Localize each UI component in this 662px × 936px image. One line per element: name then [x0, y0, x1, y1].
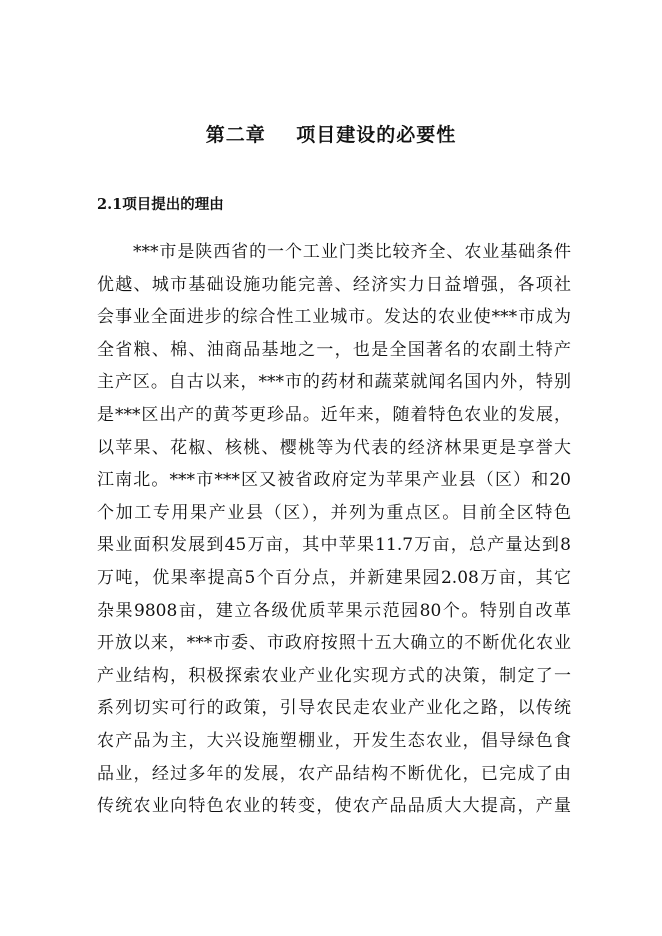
paragraph-line: 农产品为主，大兴设施塑棚业，开发生态农业，倡导绿色食: [97, 730, 571, 751]
paragraph-line: 产业结构，积极探索农业产业化实现方式的决策，制定了一: [97, 665, 571, 686]
body-paragraph: [97, 236, 571, 823]
paragraph-line: 万吨，优果率提高5个百分点，并新建果园2.08万亩，其它: [97, 567, 571, 588]
chapter-title: 第二章 项目建设的必要性: [205, 124, 457, 146]
paragraph-line: 开放以来，***市委、市政府按照十五大确立的不断优化农业: [97, 633, 571, 654]
paragraph-line: 优越、城市基础设施功能完善、经济实力日益增强，各项社: [97, 274, 571, 295]
paragraph-line: 系列切实可行的政策，引导农民走农业产业化之路，以传统: [97, 698, 571, 719]
paragraph-line: 品业，经过多年的发展，农产品结构不断优化，已完成了由: [97, 763, 571, 784]
paragraph-line: 杂果9808亩，建立各级优质苹果示范园80个。特别自改革: [97, 600, 571, 621]
paragraph-line: 会事业全面进步的综合性工业城市。发达的农业使***市成为: [97, 307, 571, 328]
paragraph-line: 传统农业向特色农业的转变，使农产品品质大大提高，产量: [97, 796, 571, 817]
paragraph-line: 以苹果、花椒、核桃、樱桃等为代表的经济林果更是享誉大: [97, 437, 571, 458]
paragraph-line: 江南北。***市***区又被省政府定为苹果产业县（区）和20: [97, 470, 571, 491]
paragraph-line: ***市是陕西省的一个工业门类比较齐全、农业基础条件: [133, 242, 571, 262]
paragraph-line: 是***区出产的黄芩更珍品。近年来，随着特色农业的发展，: [97, 404, 571, 425]
paragraph-line: 主产区。自古以来，***市的药材和蔬菜就闻名国内外，特别: [97, 372, 571, 393]
paragraph-line: 个加工专用果产业县（区），并列为重点区。目前全区特色: [97, 502, 571, 523]
section-heading: 2.1项目提出的理由: [97, 196, 224, 213]
paragraph-line: 全省粮、棉、油商品基地之一，也是全国著名的农副土特产: [97, 339, 571, 360]
paragraph-line: 果业面积发展到45万亩，其中苹果11.7万亩，总产量达到8: [97, 535, 571, 556]
